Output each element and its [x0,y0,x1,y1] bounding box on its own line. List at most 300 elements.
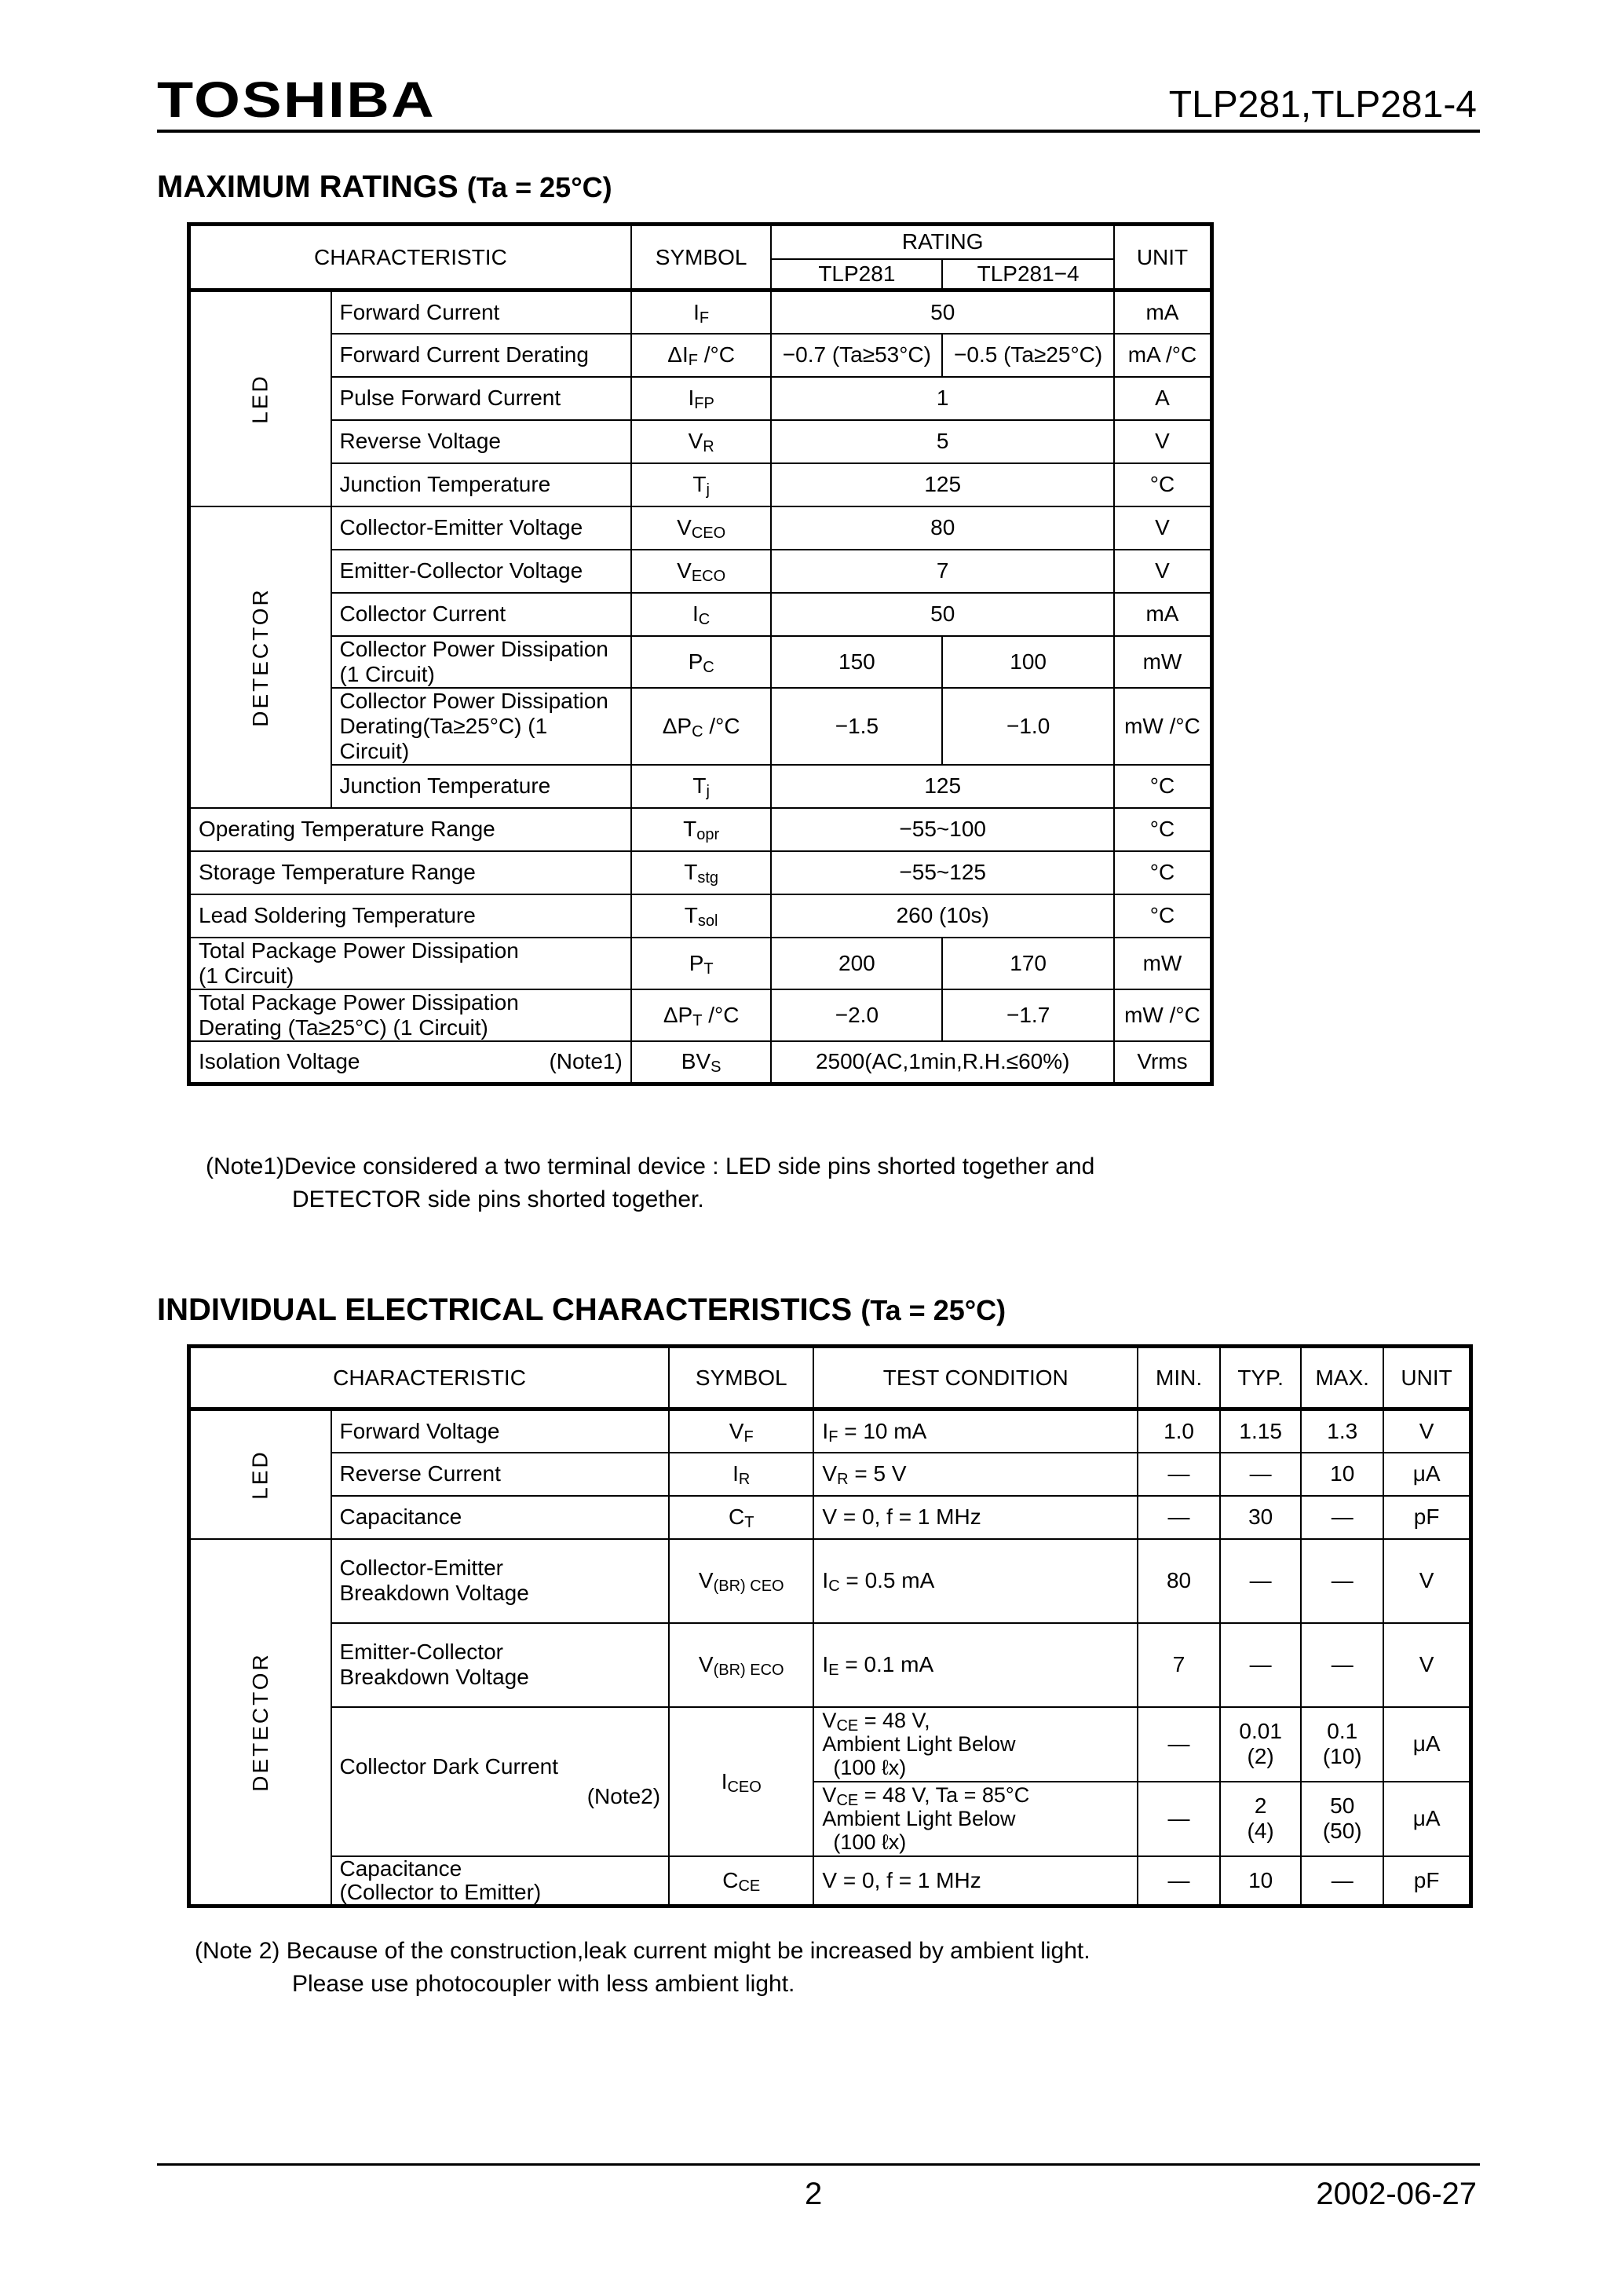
symbol-subscript: R [738,1471,751,1488]
symbol-subscript: C [698,611,711,628]
symbol-cell [631,894,772,938]
tc-line: Ambient Light Below [822,1807,1016,1830]
col-header-max: MAX. [1301,1347,1383,1409]
col-header-typ: TYP. [1220,1347,1301,1409]
typ-cell: 1.15 [1220,1409,1301,1453]
table-row [189,593,1212,636]
rating-value-tlp281: −2.0 [771,989,942,1041]
symbol-subscript: CE [738,1877,761,1895]
symbol-cell [631,851,772,894]
symbol-base: ΔP [662,713,692,738]
unit-cell: °C [1114,808,1212,851]
symbol-base: ΔI [667,342,689,367]
tc-subscript: CE [836,1792,859,1809]
tc-symbol: V [822,1461,838,1486]
characteristic-cell [189,808,631,851]
symbol-cell [631,334,772,377]
tc-text: = 5 V [848,1461,907,1486]
col-header-test-condition: TEST CONDITION [813,1347,1138,1409]
symbol-cell [631,1041,772,1084]
table-row [189,989,1212,1041]
group-label-cell [189,506,331,808]
tc-symbol: V [822,1783,837,1807]
characteristic-cell [331,291,631,334]
tc-symbol: I [822,1418,829,1443]
rating-value-tlp281-4: −1.7 [942,989,1114,1041]
test-condition-cell [813,1539,1138,1623]
rating-value: 50 [771,291,1114,334]
characteristic-name: Operating Temperature Range [199,817,495,841]
characteristic-name: Junction Temperature [339,773,551,798]
characteristic-cell [331,765,631,808]
tc-line [822,1783,1129,1807]
col-header-rating: RATING [771,225,1114,259]
max-cell: — [1301,1496,1383,1539]
characteristic-name: Reverse Current [339,1461,501,1486]
table-row [189,377,1212,420]
characteristic-name: Junction Temperature [339,472,551,496]
characteristic-with-note [199,1049,623,1074]
rating-value-tlp281-4: 100 [942,636,1114,688]
symbol-subscript: stg [697,869,719,887]
unit-cell: V [1114,506,1212,550]
tc-text: = 0.5 mA [839,1568,935,1592]
group-label-cell [189,291,331,506]
table-row [189,1539,1471,1623]
unit-cell: μA [1383,1707,1470,1782]
characteristic-cell [331,1539,670,1623]
rating-value-tlp281-4: −0.5 (Ta≥25°C) [942,334,1114,377]
characteristic-cell [331,1856,670,1907]
rating-value: −55~100 [771,808,1114,851]
characteristic-name-line2: (1 Circuit) [199,963,294,988]
typ-value-alt: (4) [1247,1819,1274,1843]
table-row [189,550,1212,593]
characteristic-name: Emitter-Collector Voltage [339,558,583,583]
rating-value-tlp281: −1.5 [771,688,942,765]
unit-cell: mA /°C [1114,334,1212,377]
table-row [189,688,1212,765]
group-label-cell [189,1539,331,1907]
max-cell: 10 [1301,1453,1383,1496]
unit-cell: mW /°C [1114,989,1212,1041]
characteristic-name: Emitter-Collector [339,1640,503,1664]
tc-subscript: CE [836,1717,859,1735]
symbol-subscript: (BR) ECO [713,1662,784,1679]
max-cell [1301,1707,1383,1782]
symbol-cell [669,1707,813,1856]
symbol-cell [631,765,772,808]
symbol-cell [631,989,772,1041]
table-row [189,1453,1471,1496]
characteristic-name: Reverse Voltage [339,429,501,453]
unit-cell: mA [1114,291,1212,334]
characteristic-name-line2: Derating(Ta≥25°C) (1 Circuit) [339,713,548,763]
unit-cell: A [1114,377,1212,420]
symbol-cell [631,688,772,765]
unit-cell: μA [1383,1782,1470,1856]
max-value: 50 [1330,1793,1355,1818]
tc-symbol: I [822,1652,829,1676]
footer-rule [157,2163,1480,2166]
tc-text: = 48 V, Ta = 85°C [858,1783,1030,1807]
toshiba-logo: TOSHIBA [157,71,436,128]
test-condition-cell [813,1409,1138,1453]
rating-value-tlp281-4: −1.0 [942,688,1114,765]
typ-value: 0.01 [1239,1719,1282,1743]
table-row [189,808,1212,851]
rating-value: 1 [771,377,1114,420]
symbol-subscript: R [703,438,714,455]
typ-cell: 10 [1220,1856,1301,1907]
symbol-subscript: sol [697,912,718,930]
table-row [189,938,1212,989]
col-header-symbol: SYMBOL [631,225,772,291]
characteristic-cell [331,1453,670,1496]
table-row [189,851,1212,894]
rating-value: −55~125 [771,851,1114,894]
group-label: LED [247,1450,272,1500]
table-row [189,636,1212,688]
symbol-cell [631,506,772,550]
unit-cell: Vrms [1114,1041,1212,1084]
min-cell: — [1138,1856,1220,1907]
symbol-suffix: /°C [702,1002,740,1027]
symbol-cell [669,1496,813,1539]
page-number: 2 [805,2177,823,2211]
symbol-base: BV [681,1049,711,1074]
group-label: DETECTOR [247,587,272,727]
symbol-base: P [688,649,703,674]
symbol-base: T [683,817,697,841]
characteristic-name: Forward Current [339,299,500,324]
unit-cell: pF [1383,1496,1470,1539]
tc-subscript: F [828,1428,838,1446]
min-cell: — [1138,1496,1220,1539]
table-row [189,1707,1471,1782]
characteristic-name: Lead Soldering Temperature [199,903,476,927]
symbol-cell [669,1453,813,1496]
test-condition-cell [813,1496,1138,1539]
characteristic-cell [331,463,631,506]
unit-cell: μA [1383,1453,1470,1496]
max-value-alt: (50) [1322,1819,1362,1843]
rating-value-tlp281: −0.7 (Ta≥53°C) [771,334,942,377]
characteristic-name: Collector Power Dissipation [339,636,608,661]
max-cell: — [1301,1623,1383,1707]
symbol-base: T [684,860,698,884]
tc-subscript: C [828,1578,840,1595]
tc-text: = 0.1 mA [838,1652,934,1676]
group-label: DETECTOR [247,1652,272,1792]
rating-value: 260 (10s) [771,894,1114,938]
col-header-characteristic: CHARACTERISTIC [189,1347,670,1409]
symbol-cell [631,291,772,334]
symbol-base: T [684,903,698,927]
typ-value-alt: (2) [1247,1744,1274,1768]
typ-value: 2 [1254,1793,1267,1818]
characteristic-name: Forward Current Derating [339,342,589,367]
characteristic-cell [189,1041,631,1084]
characteristic-name: Isolation Voltage [199,1049,360,1074]
tc-subscript: E [828,1662,839,1679]
characteristic-name: Total Package Power Dissipation [199,938,519,963]
table-row [189,894,1212,938]
tc-subscript: R [837,1471,849,1488]
characteristic-name: Capacitance [339,1504,462,1529]
symbol-base: T [692,472,707,496]
group-label: LED [247,374,272,424]
rating-value-tlp281: 200 [771,938,942,989]
max-ratings-title: MAXIMUM RATINGS (Ta = 25°C) [157,170,612,204]
symbol-subscript: j [706,481,710,499]
characteristic-name-line2: (1 Circuit) [339,661,435,686]
characteristic-cell [189,894,631,938]
min-cell: 80 [1138,1539,1220,1623]
characteristic-cell [331,1409,670,1453]
unit-cell: V [1383,1539,1470,1623]
symbol-cell [631,593,772,636]
table-row [189,1623,1471,1707]
symbol-subscript: T [692,1011,703,1029]
symbol-subscript: F [699,309,710,327]
tc-text: = 48 V, [858,1709,930,1732]
test-condition-cell: V = 0, f = 1 MHz [813,1856,1138,1907]
max-cell: — [1301,1539,1383,1623]
rating-value: 125 [771,765,1114,808]
symbol-base: I [732,1461,739,1486]
note-ref: (Note1) [549,1049,623,1074]
header-rule [157,130,1480,133]
symbol-base: V [677,558,692,583]
unit-cell: mW [1114,636,1212,688]
electrical-title: INDIVIDUAL ELECTRICAL CHARACTERISTICS (Ta = 25°C) [157,1292,1006,1327]
min-cell: 7 [1138,1623,1220,1707]
unit-cell: mA [1114,593,1212,636]
characteristic-cell [331,506,631,550]
characteristic-name-line2: Derating (Ta≥25°C) (1 Circuit) [199,1015,488,1040]
symbol-subscript: F [688,352,698,369]
col-header-unit: UNIT [1383,1347,1470,1409]
note1: (Note1)Device considered a two terminal device : LED side pins shorted together and DETECTOR side pins shorted together. [206,1153,1095,1212]
note-ref: (Note2) [586,1783,661,1808]
symbol-base: V [729,1418,744,1443]
symbol-cell [631,636,772,688]
symbol-base: T [692,773,707,798]
unit-cell: V [1383,1409,1470,1453]
tc-line: (100 ℓx) [833,1830,907,1854]
min-cell: — [1138,1453,1220,1496]
characteristic-cell [331,550,631,593]
characteristic-cell [331,1496,670,1539]
col-header-min: MIN. [1138,1347,1220,1409]
symbol-base: P [689,950,704,975]
table-row [189,765,1212,808]
max-cell [1301,1782,1383,1856]
typ-cell: — [1220,1539,1301,1623]
test-condition-cell [813,1782,1138,1856]
unit-cell: V [1114,420,1212,463]
characteristic-cell [331,377,631,420]
tc-symbol: V [822,1709,837,1732]
symbol-cell [631,377,772,420]
characteristic-cell [331,1707,670,1856]
unit-cell: °C [1114,463,1212,506]
typ-cell: 30 [1220,1496,1301,1539]
characteristic-name: Pulse Forward Current [339,386,561,410]
symbol-subscript: FP [694,395,714,412]
typ-cell [1220,1782,1301,1856]
rating-value: 80 [771,506,1114,550]
tc-line: Ambient Light Below [822,1732,1016,1756]
col-header-symbol: SYMBOL [669,1347,813,1409]
group-label-cell [189,1409,331,1539]
characteristic-name: Collector Power Dissipation [339,688,608,713]
unit-cell: pF [1383,1856,1470,1907]
symbol-suffix: /°C [703,713,740,738]
symbol-subscript: j [706,783,710,800]
characteristic-name: Storage Temperature Range [199,860,476,884]
characteristic-cell [189,851,631,894]
symbol-subscript: T [703,960,714,978]
symbol-cell [631,808,772,851]
table-row [189,1856,1471,1907]
symbol-cell [669,1623,813,1707]
unit-cell: mW [1114,938,1212,989]
characteristic-name-line2: (Collector to Emitter) [339,1879,542,1904]
symbol-base: V [688,429,703,453]
symbol-cell [631,550,772,593]
symbol-base: C [729,1504,745,1529]
table-row [189,334,1212,377]
max-value: 0.1 [1327,1719,1358,1743]
characteristic-name-line2: Breakdown Voltage [339,1665,529,1689]
tc-text: V = 0, f = 1 MHz [822,1504,981,1529]
tc-text: = 10 mA [838,1418,927,1443]
symbol-cell [669,1409,813,1453]
characteristic-cell [189,938,631,989]
note2: (Note 2) Because of the construction,leak current might be increased by ambient light. Please use photocoupler with less ambient light. [195,1938,1090,1997]
tc-line: (100 ℓx) [833,1756,907,1779]
rating-value: 5 [771,420,1114,463]
rating-value: 2500(AC,1min,R.H.≤60%) [771,1041,1114,1084]
col-header-tlp281-4: TLP281−4 [942,259,1114,291]
symbol-subscript: T [744,1514,754,1531]
test-condition-cell [813,1453,1138,1496]
characteristic-cell [331,593,631,636]
symbol-cell [669,1856,813,1907]
max-cell: — [1301,1856,1383,1907]
characteristic-name: Total Package Power Dissipation [199,989,519,1015]
table-row [189,506,1212,550]
test-condition-cell [813,1707,1138,1782]
col-header-tlp281: TLP281 [771,259,942,291]
min-cell: 1.0 [1138,1409,1220,1453]
document-date: 2002-06-27 [1316,2177,1477,2211]
typ-cell [1220,1707,1301,1782]
symbol-base: V [698,1568,714,1592]
typ-cell: — [1220,1453,1301,1496]
characteristic-cell [331,1623,670,1707]
tc-symbol: I [822,1568,829,1592]
symbol-subscript: CEO [691,525,726,542]
unit-cell: °C [1114,851,1212,894]
symbol-subscript: F [743,1428,754,1446]
characteristic-name: Collector Current [339,601,506,626]
symbol-base: V [698,1652,714,1676]
rating-value: 50 [771,593,1114,636]
symbol-base: I [693,299,700,324]
unit-cell: V [1383,1623,1470,1707]
symbol-base: I [688,386,695,410]
characteristic-cell [331,334,631,377]
part-number: TLP281,TLP281-4 [1168,84,1477,126]
rating-value: 7 [771,550,1114,593]
typ-cell: — [1220,1623,1301,1707]
table-row [189,291,1212,334]
col-header-unit: UNIT [1114,225,1212,291]
symbol-base: V [677,515,692,539]
rating-value-tlp281: 150 [771,636,942,688]
table-row [189,1409,1471,1453]
table-row [189,420,1212,463]
symbol-subscript: (BR) CEO [713,1578,784,1595]
table-row [189,1041,1212,1084]
characteristic-name: Forward Voltage [339,1418,500,1443]
col-header-characteristic: CHARACTERISTIC [189,225,631,291]
symbol-cell [631,938,772,989]
symbol-base: ΔP [663,1002,693,1027]
characteristic-cell [331,420,631,463]
electrical-table [187,1344,1473,1908]
unit-cell: mW /°C [1114,688,1212,765]
symbol-base: I [721,1768,728,1793]
symbol-subscript: CEO [727,1778,762,1796]
rating-value: 125 [771,463,1114,506]
characteristic-name: Capacitance [339,1855,462,1881]
test-condition-cell [813,1623,1138,1707]
symbol-suffix: /°C [698,342,735,367]
characteristic-cell [189,989,631,1041]
characteristic-name: Collector-Emitter [339,1556,503,1580]
symbol-cell [669,1539,813,1623]
table-row [189,463,1212,506]
characteristic-name: Collector Dark Current [339,1753,559,1779]
characteristic-name-line2: Breakdown Voltage [339,1581,529,1605]
characteristic-name: Collector-Emitter Voltage [339,515,583,539]
characteristic-cell [331,636,631,688]
min-cell: — [1138,1707,1220,1782]
symbol-subscript: ECO [691,568,726,585]
max-ratings-table [187,222,1214,1086]
symbol-base: C [722,1867,739,1892]
symbol-cell [631,420,772,463]
unit-cell: °C [1114,765,1212,808]
symbol-subscript: S [711,1058,721,1077]
rating-value-tlp281-4: 170 [942,938,1114,989]
min-cell: — [1138,1782,1220,1856]
max-cell: 1.3 [1301,1409,1383,1453]
symbol-subscript: opr [696,826,720,843]
symbol-subscript: C [692,722,703,740]
table-row [189,1496,1471,1539]
tc-line [822,1709,1129,1735]
max-value-alt: (10) [1322,1744,1362,1768]
unit-cell: °C [1114,894,1212,938]
unit-cell: V [1114,550,1212,593]
symbol-subscript: C [703,658,714,676]
symbol-cell [631,463,772,506]
